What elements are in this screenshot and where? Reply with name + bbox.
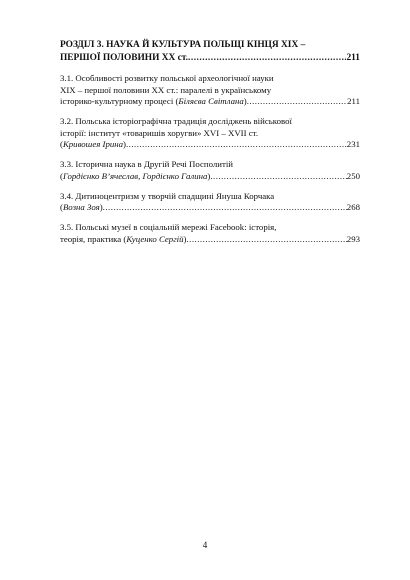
toc-entry-3-5: [60, 222, 360, 245]
table-of-contents: [60, 39, 360, 254]
entry-author: Кривошея Ірина: [62, 139, 123, 149]
dot-leader: [188, 52, 346, 65]
page-number: 4: [202, 540, 208, 550]
entry-title-line: ХІХ – першої половини ХХ ст.: паралелі в українському: [60, 84, 272, 95]
dot-leader: [103, 202, 347, 214]
dot-leader: [186, 234, 346, 246]
entry-last-line: [60, 234, 360, 246]
entry-last-line: [60, 171, 360, 183]
entry-page-number: 268: [346, 202, 360, 212]
entry-title-line: 3.4. Дитиноцентризм у творчій спадщині Януша Корчака: [60, 190, 275, 201]
entry-title-line: 3.3. Історична наука в Другій Речі Посполитій: [60, 159, 233, 169]
entry-author: Куценко Сергій: [126, 233, 184, 244]
entry-page-number: 250: [346, 170, 360, 181]
entry-paren: (: [60, 202, 63, 212]
dot-leader: [126, 139, 347, 151]
toc-entry-3-3: [60, 159, 360, 182]
section-title-text: ПЕРШОЇ ПОЛОВИНИ ХХ ст.: [60, 52, 189, 63]
entry-last-line: [60, 96, 360, 108]
section-title-line-1: РОЗДІЛ 3. НАУКА Й КУЛЬТУРА ПОЛЬЩІ КІНЦЯ ХІХ –: [60, 40, 306, 50]
entry-page-number: 211: [347, 96, 360, 106]
section-page-number: 211: [346, 52, 360, 63]
section-title-line-2: [60, 52, 360, 65]
dot-leader: [210, 171, 346, 183]
entry-title-line: 3.2. Польська історіографічна традиція досліджень військової: [60, 116, 292, 126]
entry-paren: ): [183, 233, 187, 244]
entry-author: Возна Зоя: [62, 202, 100, 212]
toc-entry-3-4: [60, 191, 360, 214]
entry-title-line: історії: інститут «товаришів хоругви» XVI – XVII ст.: [60, 127, 259, 138]
entry-paren: ): [207, 170, 211, 181]
entry-paren: (: [60, 139, 63, 149]
entry-title-line: історико-культурному процесі (: [60, 96, 179, 106]
entry-title-line: 3.5. Польські музеї в соціальній мережі Facebook: історія,: [60, 222, 277, 232]
entry-paren: ): [243, 96, 247, 106]
entry-paren: (: [60, 170, 63, 181]
entry-page-number: 231: [346, 139, 360, 149]
entry-paren: ): [99, 202, 103, 212]
entry-last-line: [60, 202, 360, 214]
toc-entry-3-2: [60, 116, 360, 151]
section-heading: [60, 39, 360, 64]
entry-author: Гордієнко В’ячеслав, Гордієнко Галина: [62, 170, 208, 181]
entry-paren: ): [123, 139, 126, 149]
entry-title-line: теорія, практика (: [60, 233, 127, 244]
dot-leader: [247, 96, 347, 108]
entry-last-line: [60, 139, 360, 151]
entry-page-number: 293: [346, 233, 360, 244]
entry-title-line: 3.1. Особливості розвитку польської археологічної науки: [60, 73, 274, 83]
toc-entry-3-1: [60, 73, 360, 108]
entry-author: Біляєва Світлана: [178, 96, 244, 106]
